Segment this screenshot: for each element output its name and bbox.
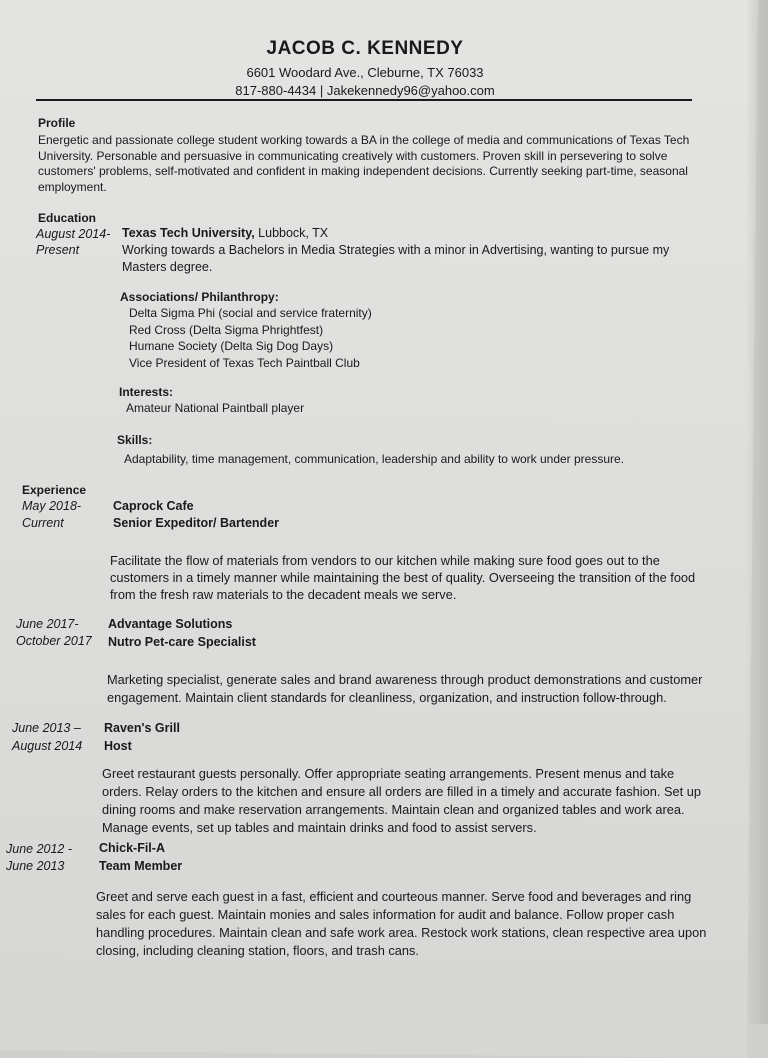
job-date-end: June 2013 [6, 859, 65, 873]
job-company: Caprock Cafe [113, 499, 194, 513]
header-divider [36, 99, 692, 101]
candidate-name: JACOB C. KENNEDY [266, 38, 464, 59]
list-item: Vice President of Texas Tech Paintball Club [129, 355, 360, 370]
job-date-end: August 2014 [12, 739, 83, 753]
list-item: Red Cross (Delta Sigma Phrightfest) [129, 322, 324, 337]
job-title: Nutro Pet-care Specialist [108, 635, 256, 649]
school-location: Lubbock, TX [254, 226, 329, 240]
associations-list [129, 305, 372, 371]
job-company: Chick-Fil-A [99, 841, 165, 855]
list-item: Humane Society (Delta Sig Dog Days) [129, 339, 334, 353]
address-line: 6601 Woodard Ave., Cleburne, TX 76033 [246, 65, 484, 80]
job-description: Marketing specialist, generate sales and brand awareness through product demonstrations and customer engagement. Maintain client standards for cleanliness, organization, and instruction follow-through. [107, 672, 703, 705]
job-date-end: Current [22, 516, 64, 530]
interests-text: Amateur National Paintball player [126, 401, 305, 415]
associations-heading: Associations/ Philanthropy: [120, 290, 279, 304]
job-title: Host [104, 739, 132, 753]
education-school-line [122, 226, 702, 242]
education-description: Working towards a Bachelors in Media Strategies with a minor in Advertising, wanting to pursue my Masters degree. [122, 243, 670, 274]
list-item: Delta Sigma Phi (social and service fraternity) [129, 306, 372, 320]
job-company: Advantage Solutions [108, 617, 233, 631]
education-heading: Education [38, 211, 97, 225]
job-description: Greet restaurant guests personally. Offer appropriate seating arrangements. Present menus and take orders. Relay orders to the kitchen and ensure all orders are filled in a timely and accurate fashion. Set up dining rooms and make reservation arrangements. Maintain clean and organized tables and work area. Manage events, set up tables and maintain drinks and food to assist servers. [102, 766, 701, 835]
profile-text: Energetic and passionate college student working towards a BA in the college of media and communications of Texas Tech University. Personable and persuasive in communicating creatively with customers. Proven skill in persevering to solve customers' problems, self-motivated and confident in making independent decisions. Currently seeking part-time, seasonal employment. [38, 133, 690, 194]
job-description: Facilitate the flow of materials from vendors to our kitchen while making sure food goes out to the customers in a timely manner while maintaining the best of quality. Overseeing the transition of the food from the fresh raw materials to the decadent meals we serve. [110, 553, 696, 602]
job-date-end: October 2017 [16, 634, 92, 648]
job-description: Greet and serve each guest in a fast, efficient and courteous manner. Serve food and beverages and ring sales for each guest. Maintain monies and sales information for audit and balance. Follow proper cash handling procedures. Maintain clean and safe work area. Restock work stations, clean respective area upon closing, including cleaning station, floors, and trash cans. [96, 889, 707, 958]
job-date-start: June 2013 – [12, 721, 81, 735]
education-date-start: August 2014- [36, 227, 111, 241]
skills-text: Adaptability, time management, communication, leadership and ability to work under pressure. [124, 452, 625, 466]
job-date-start: June 2017- [16, 617, 79, 631]
job-title: Senior Expeditor/ Bartender [113, 516, 280, 530]
job-company: Raven's Grill [104, 721, 180, 735]
school-name: Texas Tech University, [122, 226, 255, 240]
skills-heading: Skills: [117, 433, 153, 447]
job-date-start: June 2012 - [6, 842, 73, 856]
job-title: Team Member [99, 859, 183, 873]
interests-heading: Interests: [119, 385, 174, 399]
education-date-end: Present [36, 243, 80, 257]
job-date-start: May 2018- [22, 499, 82, 513]
contact-line: 817-880-4434 | Jakekennedy96@yahoo.com [235, 83, 495, 98]
profile-heading: Profile [38, 116, 76, 130]
experience-heading: Experience [22, 483, 87, 497]
